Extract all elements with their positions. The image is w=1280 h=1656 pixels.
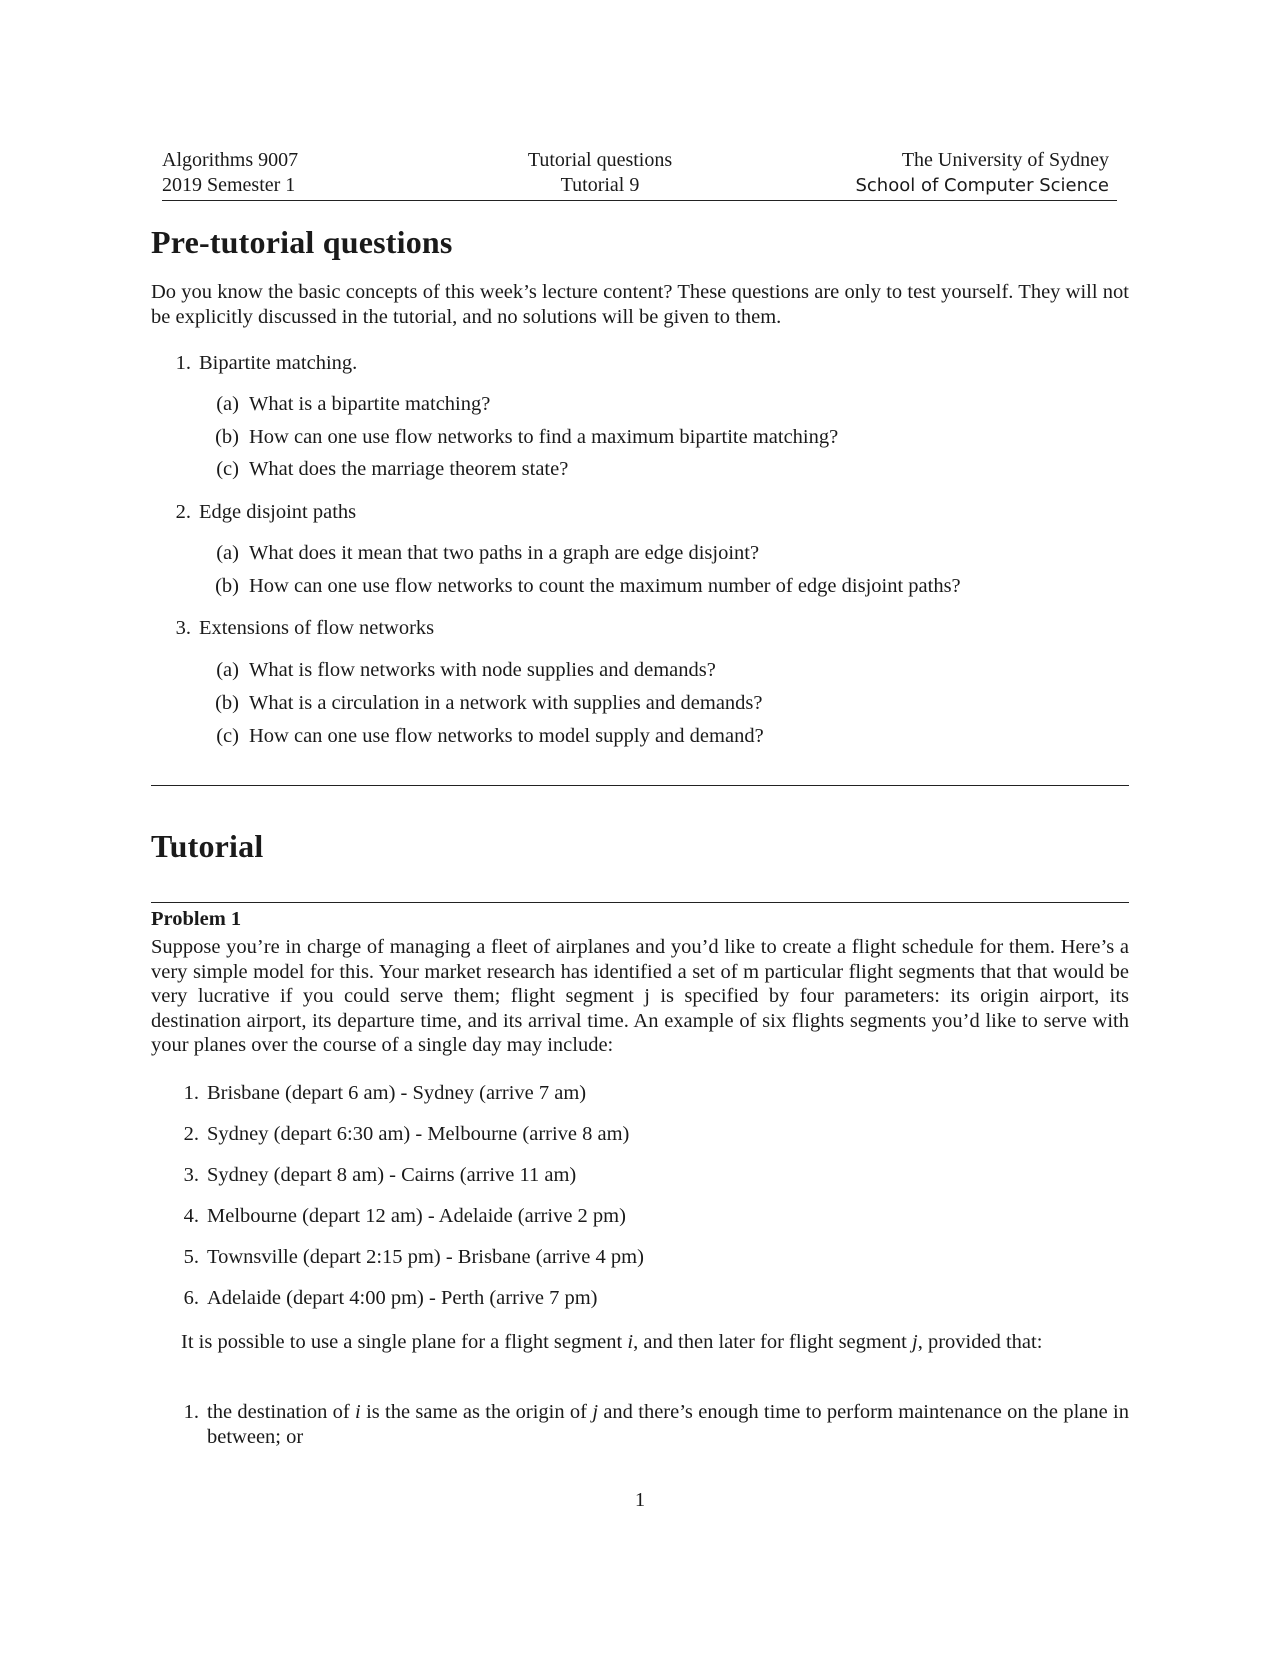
flight-segment bbox=[169, 1163, 576, 1187]
flight-text: Sydney (depart 6:30 am) - Melbourne (arrive 8 am) bbox=[207, 1123, 630, 1145]
sub-label: (a) bbox=[216, 393, 239, 415]
flight-number: 3. bbox=[183, 1164, 199, 1186]
var-j: j bbox=[592, 1401, 599, 1423]
sub-text: What is a circulation in a network with supplies and demands? bbox=[249, 692, 763, 714]
sub-text: What is flow networks with node supplies and demands? bbox=[249, 659, 716, 681]
flight-number: 2. bbox=[183, 1123, 199, 1145]
sub-text: How can one use flow networks to count the maximum number of edge disjoint paths? bbox=[249, 575, 961, 597]
course-name: Algorithms 9007 bbox=[162, 149, 299, 171]
problem-title: Problem 1 bbox=[151, 908, 242, 930]
question-1c bbox=[209, 457, 568, 481]
question-3c bbox=[209, 724, 764, 748]
header-right bbox=[855, 148, 1109, 198]
section-divider bbox=[151, 785, 1129, 786]
problem-intro: Suppose you’re in charge of managing a fleet of airplanes and you’d like to create a flight schedule for them. Here’s a very simple model for this. Your market research has identified a set of m particular flight segments that that would be very lucrative if you could serve them; flight segment j is specified by four parameters: its origin airport, its destination airport, its departure time, and its arrival time. An example of six flights segments you’d like to serve with your planes over the course of a single day may include: bbox=[151, 936, 1129, 1056]
plane-reuse-paragraph bbox=[151, 1330, 1129, 1355]
header-middle bbox=[480, 148, 720, 198]
question-title: Bipartite matching. bbox=[199, 352, 358, 374]
doc-type: Tutorial questions bbox=[527, 149, 673, 171]
sub-label: (c) bbox=[216, 725, 239, 747]
university-name: The University of Sydney bbox=[901, 149, 1109, 171]
sub-label: (b) bbox=[215, 692, 239, 714]
header-left bbox=[162, 148, 298, 198]
question-2b bbox=[209, 574, 961, 598]
page-header bbox=[162, 148, 1117, 201]
page-number: 1 bbox=[634, 1489, 646, 1511]
cond-text: and there’s enough time to perform maintenance on the plane in between; or bbox=[207, 1401, 1129, 1448]
flight-segment bbox=[169, 1245, 644, 1269]
var-j: j bbox=[912, 1331, 918, 1353]
flight-number: 5. bbox=[183, 1246, 199, 1268]
cond-text: is the same as the origin of bbox=[360, 1401, 593, 1423]
flight-text: Townsville (depart 2:15 pm) - Brisbane (arrive 4 pm) bbox=[207, 1246, 644, 1268]
cond-text: the destination of bbox=[207, 1401, 356, 1423]
question-number: 3. bbox=[175, 617, 191, 639]
flight-text: Brisbane (depart 6 am) - Sydney (arrive 7 am) bbox=[207, 1082, 587, 1104]
sub-label: (a) bbox=[216, 542, 239, 564]
sub-text: What does it mean that two paths in a graph are edge disjoint? bbox=[249, 542, 760, 564]
flight-segment bbox=[169, 1286, 598, 1310]
sub-label: (c) bbox=[216, 458, 239, 480]
school-name: School of Computer Science bbox=[855, 175, 1109, 196]
condition-number: 1. bbox=[183, 1401, 199, 1423]
flight-number: 6. bbox=[183, 1287, 199, 1309]
question-3b bbox=[209, 691, 763, 715]
sub-text: How can one use flow networks to model supply and demand? bbox=[249, 725, 764, 747]
flight-number: 1. bbox=[183, 1082, 199, 1104]
para-text: , and then later for flight segment bbox=[633, 1331, 913, 1353]
flight-text: Sydney (depart 8 am) - Cairns (arrive 11 am) bbox=[207, 1164, 577, 1186]
condition-1 bbox=[169, 1400, 1129, 1449]
flight-segment bbox=[169, 1081, 586, 1105]
question-1a bbox=[209, 392, 490, 416]
question-title: Extensions of flow networks bbox=[199, 617, 435, 639]
question-2a bbox=[209, 541, 759, 565]
question-title: Edge disjoint paths bbox=[199, 501, 357, 523]
flight-segment bbox=[169, 1204, 626, 1228]
flight-number: 4. bbox=[183, 1205, 199, 1227]
tutorial-heading: Tutorial bbox=[151, 828, 264, 864]
flight-segment bbox=[169, 1122, 629, 1146]
question-1b bbox=[209, 425, 838, 449]
question-number: 2. bbox=[175, 501, 191, 523]
sub-label: (b) bbox=[215, 575, 239, 597]
problem-divider bbox=[151, 902, 1129, 903]
var-i: i bbox=[355, 1401, 361, 1423]
sub-label: (b) bbox=[215, 426, 239, 448]
question-2 bbox=[161, 500, 356, 525]
para-text: , provided that: bbox=[917, 1331, 1043, 1353]
question-1 bbox=[161, 351, 357, 376]
para-text: It is possible to use a single plane for a flight segment bbox=[181, 1331, 628, 1353]
flight-text: Adelaide (depart 4:00 pm) - Perth (arrive 7 pm) bbox=[207, 1287, 598, 1309]
flight-text: Melbourne (depart 12 am) - Adelaide (arrive 2 pm) bbox=[207, 1205, 626, 1227]
question-3 bbox=[161, 616, 434, 641]
sub-text: What does the marriage theorem state? bbox=[249, 458, 569, 480]
question-3a bbox=[209, 658, 716, 682]
sub-text: What is a bipartite matching? bbox=[249, 393, 491, 415]
question-number: 1. bbox=[175, 352, 191, 374]
semester: 2019 Semester 1 bbox=[162, 174, 296, 196]
pre-tutorial-intro: Do you know the basic concepts of this week’s lecture content? These questions are only to test yourself. They will not be explicitly discussed in the tutorial, and no solutions will be given to them. bbox=[151, 281, 1129, 328]
sub-text: How can one use flow networks to find a maximum bipartite matching? bbox=[249, 426, 839, 448]
pre-tutorial-heading: Pre-tutorial questions bbox=[151, 224, 453, 260]
sub-label: (a) bbox=[216, 659, 239, 681]
var-i: i bbox=[627, 1331, 634, 1353]
tutorial-number: Tutorial 9 bbox=[560, 174, 640, 196]
